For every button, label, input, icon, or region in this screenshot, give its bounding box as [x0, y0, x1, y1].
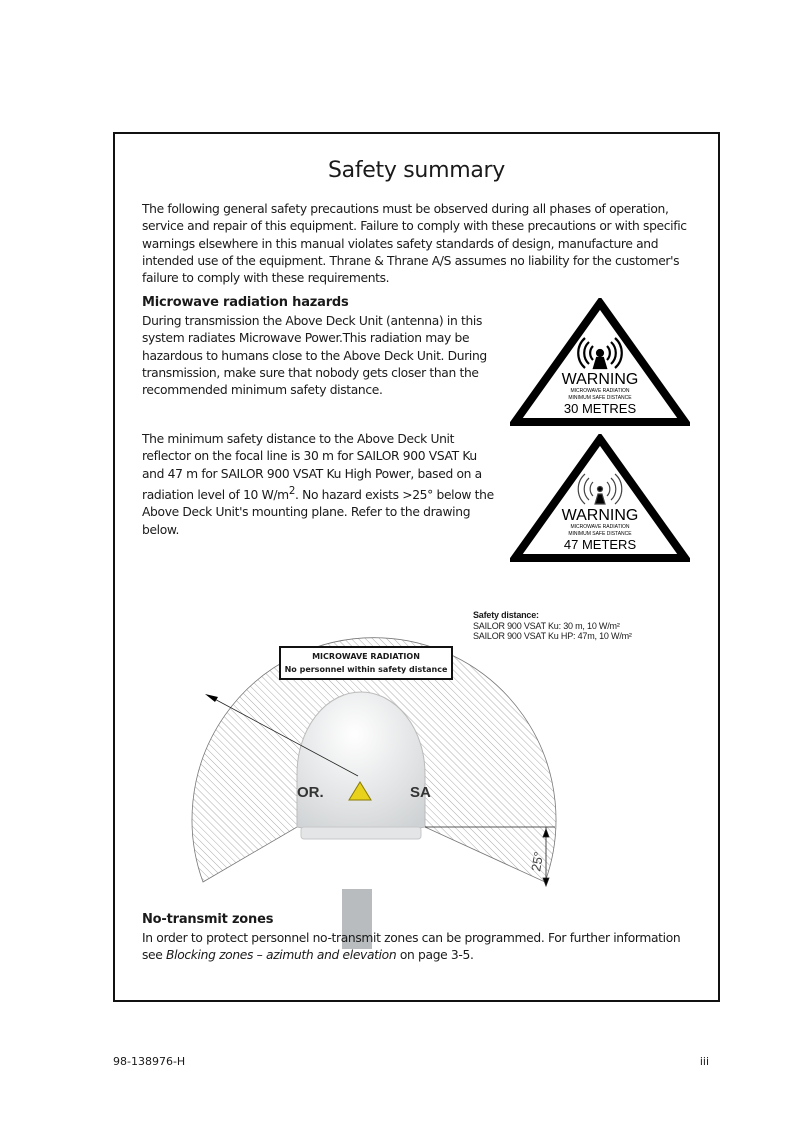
- superscript: 2: [288, 484, 295, 497]
- intro-paragraph: The following general safety precautions must be observed during all phases of operation, service and repair of this equipment. Failure to comply with these precautions or with specific warnings elsewhere in this manual violates safety standards of design, manufacture and intended use of the equipment. Thrane & Thrane A/S assumes no liability for the customer's failure to comply with these requirements.: [142, 202, 687, 286]
- no-transmit-text: In order to protect personnel no-transmit zones can be programmed. For further information see: [142, 931, 681, 963]
- no-transmit-text-end: on page 3-5.: [396, 948, 474, 963]
- microwave-heading: Microwave radiation hazards: [142, 295, 349, 310]
- sign-distance: 47 METERS: [563, 537, 637, 552]
- safety-distance-ku: SAILOR 900 VSAT Ku: 30 m, 10 W/m²: [473, 620, 620, 631]
- para2-text: The minimum safety distance to the Above Deck Unit reflector on the focal line is 30 m for SAILOR 900 VSAT Ku and 47 m for SAILOR 900 VSAT Ku High Power, based on a radiation level of 10 W/m: [142, 432, 482, 502]
- sign-distance: 30 METRES: [563, 401, 637, 416]
- document-number: 98-138976-H: [113, 1055, 186, 1068]
- safety-distance-diagram: [115, 134, 718, 1000]
- angle-label: 25°: [528, 850, 547, 873]
- brand-left: OR.: [297, 784, 324, 801]
- page-title: Safety summary: [328, 158, 505, 183]
- blocking-zones-reference[interactable]: Blocking zones – azimuth and elevation: [166, 948, 397, 963]
- sign-warning: WARNING: [561, 507, 639, 524]
- antenna-dome: [297, 692, 431, 949]
- safety-distance-ku-hp: SAILOR 900 VSAT Ku HP: 47m, 10 W/m²: [473, 631, 632, 641]
- para2-text-end: . No hazard exists >25° below the Above Deck Unit's mounting plane. Refer to the drawing below.: [142, 487, 494, 537]
- no-transmit-paragraph: [142, 930, 702, 965]
- sign-warning: WARNING: [561, 371, 639, 388]
- safety-summary-frame: [113, 132, 720, 1002]
- sign-line1: MICROWAVE RADIATION: [570, 524, 630, 530]
- no-transmit-heading: No-transmit zones: [142, 912, 274, 927]
- safety-distance-legend: [473, 610, 632, 642]
- page-number: iii: [699, 1055, 709, 1068]
- safety-distance-heading: Safety distance:: [473, 610, 539, 620]
- sign-line1: MICROWAVE RADIATION: [570, 388, 630, 394]
- sign-line2: MINIMUM SAFE DISTANCE: [568, 395, 632, 401]
- box-text: No personnel within safety distance: [284, 665, 448, 674]
- microwave-radiation-box: [279, 646, 453, 680]
- microwave-paragraph-1: During transmission the Above Deck Unit (antenna) in this system radiates Microwave Power.This radiation may be hazardous to humans close to the Above Deck Unit. During transmission, make sure that nobody gets closer than the recommended minimum safety distance.: [142, 314, 487, 398]
- box-title: MICROWAVE RADIATION: [312, 652, 420, 661]
- sign-line2: MINIMUM SAFE DISTANCE: [568, 531, 632, 537]
- brand-right: SA: [410, 784, 431, 801]
